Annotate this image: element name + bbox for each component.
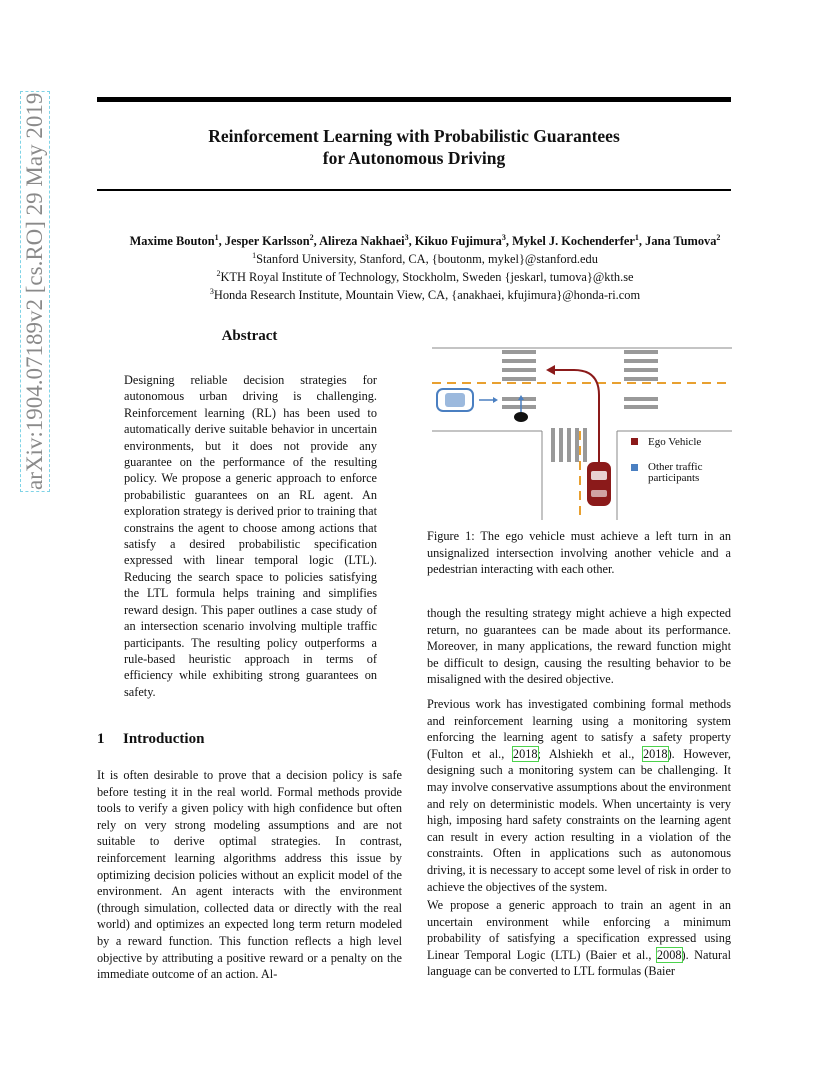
author-name: Kikuo Fujimura xyxy=(414,234,502,248)
abstract-text: Designing reliable decision strategies for autonomous urban driving is challenging. Reinforcement learning (RL) has been used to automatically derive suitable behavior in uncertain environments, but it does not provide any guarantee on the performance of the resulting policy. We propose a generic approach to enforce probabilistic guarantees on an RL agent. An exploration strategy is derived prior to training that constrains the agent to choose among actions that satisfy a desired probabilistic specification expressed with linear temporal logic (LTL). Reducing the search space to policies satisfying the LTL formula helps training and simplifies reward design. This paper outlines a case study of an intersection scenario involving multiple traffic participants. The resulting policy outperforms a rule-based heuristic approach in terms of efficiency while exhibiting strong guarantees on safety. xyxy=(124,373,377,699)
affiliation-marker: 2 xyxy=(716,232,721,242)
affiliation-marker: 1 xyxy=(634,232,639,242)
section-number: 1 xyxy=(97,731,105,747)
title-line-1: Reinforcement Learning with Probabilistic Guarantees xyxy=(208,126,620,146)
affiliation-marker: 3 xyxy=(404,232,409,242)
legend-ego-label: Ego Vehicle xyxy=(648,436,702,448)
other-vehicle xyxy=(437,389,473,411)
title-line-2: for Autonomous Driving xyxy=(322,148,506,168)
abstract-heading: Abstract xyxy=(221,328,278,344)
figure-1 xyxy=(427,340,732,520)
section-title: Introduction xyxy=(123,731,205,747)
crosswalk-vertical xyxy=(551,428,587,462)
author-name: Alireza Nakhaei xyxy=(319,234,405,248)
affiliation-marker: 2 xyxy=(309,232,314,242)
affiliation-line: $^2$KTH Royal Institute of Technology, Stockholm, Sweden {jeskarl, tumova}@kth.se xyxy=(216,268,634,284)
affiliation-number: 2 xyxy=(216,268,221,278)
author-name: Jana Tumova xyxy=(645,234,717,248)
affiliation-marker: 1 xyxy=(214,232,219,242)
affiliation-number: 1 xyxy=(252,250,257,260)
crosswalk-top-right xyxy=(624,350,658,381)
citation-link[interactable]: 2018 xyxy=(642,746,668,761)
author-name: Jesper Karlsson xyxy=(224,234,310,248)
crosswalk-top-left xyxy=(502,350,536,381)
legend-other-label: Other traffic participants xyxy=(648,461,703,484)
section-heading-intro xyxy=(97,731,204,748)
citation-link[interactable]: 2018 xyxy=(512,746,538,761)
legend-other-swatch xyxy=(631,464,638,471)
intersection-diagram xyxy=(427,340,732,520)
right-paragraph-1: though the resulting strategy might achieve a high expected return, no guarantees can be made about its performance. Moreover, in many applications, the reward function might be difficult to design, causing the resulting behavior to be misaligned with the desired objective. xyxy=(427,606,731,687)
pedestrian xyxy=(514,412,528,422)
author-names: Maxime Bouton$^1$, Jesper Karlsson$^2$, Alireza Nakhaei$^3$, Kikuo Fujimura$^3$, Mykel J. Kochenderfer$^1$, Jana Tumova$^2$ xyxy=(129,232,721,248)
affiliations xyxy=(60,250,790,304)
figure-caption: Figure 1: The ego vehicle must achieve a left turn in an unsignalized intersection involving another vehicle and a pedestrian interacting with each other. xyxy=(427,529,731,576)
right-paragraph-3: We propose a generic approach to train an agent in an uncertain environment while enforcing a minimum probability of satisfying a specification expressed using Linear Temporal Logic (LTL) (Baier et al., 2008). Natural language can be converted to LTL formulas (Baier xyxy=(427,898,731,979)
arxiv-stamp[interactable]: arXiv:1904.07189v2 [cs.RO] 29 May 2019 xyxy=(22,92,47,490)
crosswalk-mid-right xyxy=(624,397,658,409)
top-rule xyxy=(97,97,731,102)
author-block xyxy=(60,232,790,304)
title-rule xyxy=(97,189,731,191)
intro-text: It is often desirable to prove that a decision policy is safe before testing it in the real world. Formal methods provide tools to verify a given policy with high confidence but often rely on very strong modeling assumptions and are not suitable to derive optimal strategies. In contrast, reinforcement learning algorithms address this issue by optimizing decision policies without an explicit model of the environment. An agent interacts with the environment (through simulation, collected data or directly with the real world) and optimizes an expected long term return modeled by a reward function. This function reflects a high level objective by attributing a positive reward or a penalty on the immediate outcome of an action. Al- xyxy=(97,768,402,982)
ego-vehicle xyxy=(587,462,611,506)
affiliation-number: 3 xyxy=(209,286,214,296)
author-name: Mykel J. Kochenderfer xyxy=(512,234,635,248)
citation-link[interactable]: 2008 xyxy=(656,947,682,962)
author-name: Maxime Bouton xyxy=(129,234,215,248)
paper-title xyxy=(97,125,731,169)
affiliation-line: $^3$Honda Research Institute, Mountain View, CA, {anakhaei, kfujimura}@honda-ri.com xyxy=(209,286,641,302)
ego-path-arrow xyxy=(546,365,555,375)
right-paragraph-2: Previous work has investigated combining formal methods and reinforcement learning using a monitoring system enforcing the learning agent to satisfy a safety property (Fulton et al., 2018; Alshiekh et al., 2018). However, designing such a monitoring system can be challenging. It may involve conservative assumptions about the environment and rely on deterministic models. When uncertainty is very high, imposing hard safety constraints on the learning agent can result in every action resulting in a violation of the constraints. Often in applications such as autonomous driving, it is necessary to accept some level of risk in order to achieve the objectives of the system. xyxy=(427,697,731,894)
legend-ego-swatch xyxy=(631,438,638,445)
affiliation-marker: 3 xyxy=(501,232,506,242)
affiliation-line: $^1$Stanford University, Stanford, CA, {boutonm, mykel}@stanford.edu xyxy=(252,250,598,266)
